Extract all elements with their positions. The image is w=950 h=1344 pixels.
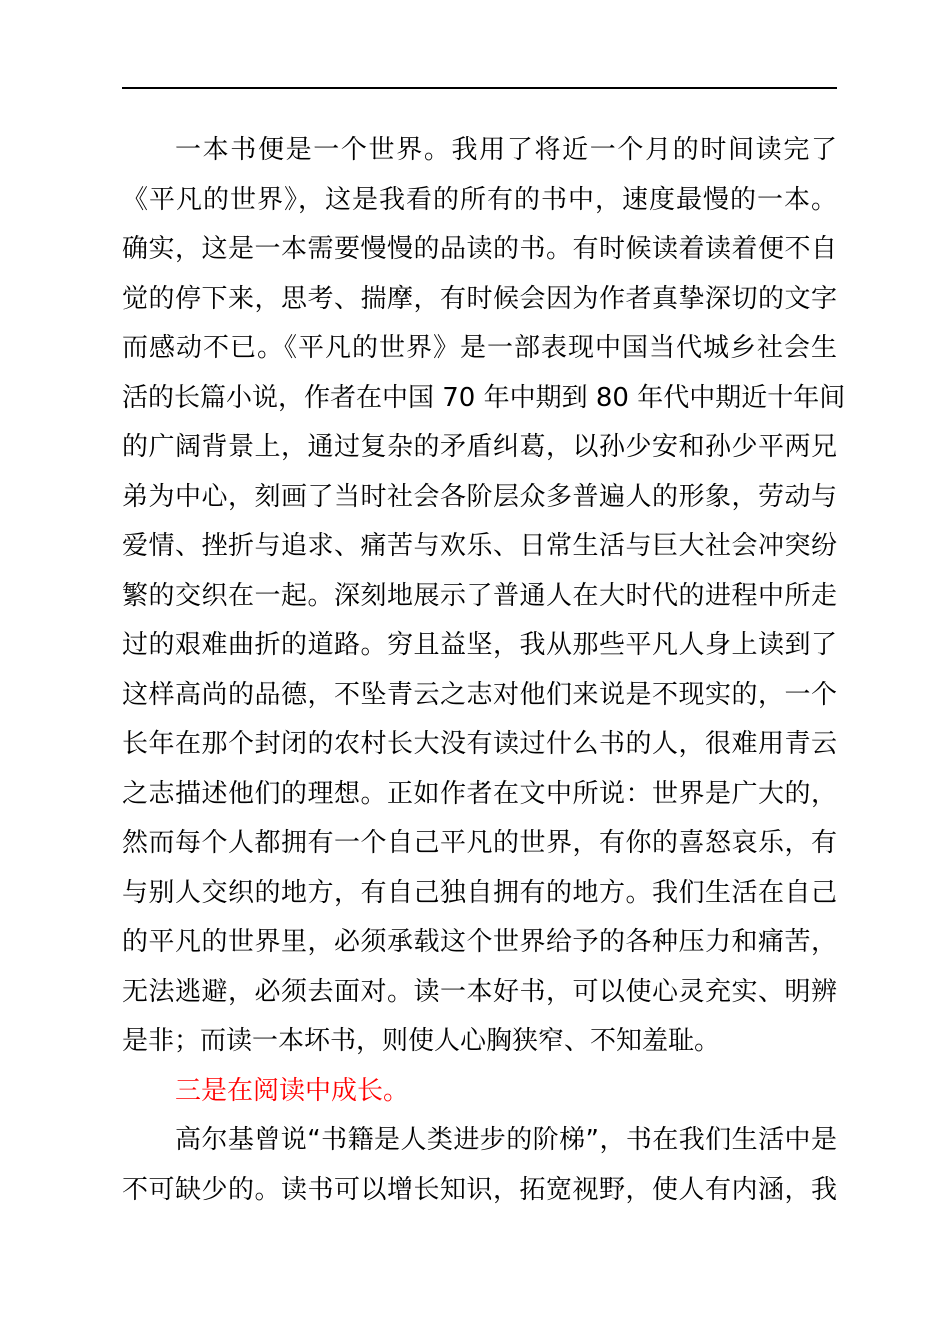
paragraph-line: 是非；而读一本坏书，则使人心胸狭窄、不知羞耻。 <box>122 1026 721 1056</box>
paragraph-line: 高尔基曾说“书籍是人类进步的阶梯”，书在我们生活中是 <box>175 1125 837 1155</box>
paragraph-line: 确实，这是一本需要慢慢的品读的书。有时候读着读着便不自 <box>122 234 837 264</box>
paragraph-line: 觉的停下来，思考、揣摩，有时候会因为作者真挚深切的文字 <box>122 284 837 314</box>
paragraph-line: 这样高尚的品德，不坠青云之志对他们来说是不现实的，一个 <box>122 680 837 710</box>
paragraph-line: 繁的交织在一起。深刻地展示了普通人在大时代的进程中所走 <box>122 581 837 611</box>
paragraph-line: 过的艰难曲折的道路。穷且益坚，我从那些平凡人身上读到了 <box>122 630 837 660</box>
paragraph-line: 弟为中心，刻画了当时社会各阶层众多普遍人的形象，劳动与 <box>122 482 837 512</box>
header-rule <box>122 87 837 89</box>
paragraph-line: 活的长篇小说，作者在中国 70 年中期到 80 年代中期近十年间 <box>122 383 846 413</box>
paragraph-line: 不可缺少的。读书可以增长知识，拓宽视野，使人有内涵，我 <box>122 1175 837 1205</box>
paragraph-line: 爱情、挫折与追求、痛苦与欢乐、日常生活与巨大社会冲突纷 <box>122 531 837 561</box>
paragraph-line: 一本书便是一个世界。我用了将近一个月的时间读完了 <box>175 135 837 165</box>
paragraph-line: 《平凡的世界》，这是我看的所有的书中，速度最慢的一本。 <box>122 185 837 215</box>
section-heading: 三是在阅读中成长。 <box>175 1076 410 1106</box>
paragraph-line: 的广阔背景上，通过复杂的矛盾纠葛，以孙少安和孙少平两兄 <box>122 432 837 462</box>
paragraph-line: 无法逃避，必须去面对。读一本好书，可以使心灵充实、明辨 <box>122 977 837 1007</box>
paragraph-line: 之志描述他们的理想。正如作者在文中所说：世界是广大的， <box>122 779 837 809</box>
paragraph-line: 长年在那个封闭的农村长大没有读过什么书的人，很难用青云 <box>122 729 837 759</box>
paragraph-line: 与别人交织的地方，有自己独自拥有的地方。我们生活在自己 <box>122 878 837 908</box>
paragraph-line: 然而每个人都拥有一个自己平凡的世界，有你的喜怒哀乐，有 <box>122 828 837 858</box>
paragraph-line: 的平凡的世界里，必须承载这个世界给予的各种压力和痛苦， <box>122 927 837 957</box>
paragraph-line: 而感动不已。《平凡的世界》是一部表现中国当代城乡社会生 <box>122 333 837 363</box>
